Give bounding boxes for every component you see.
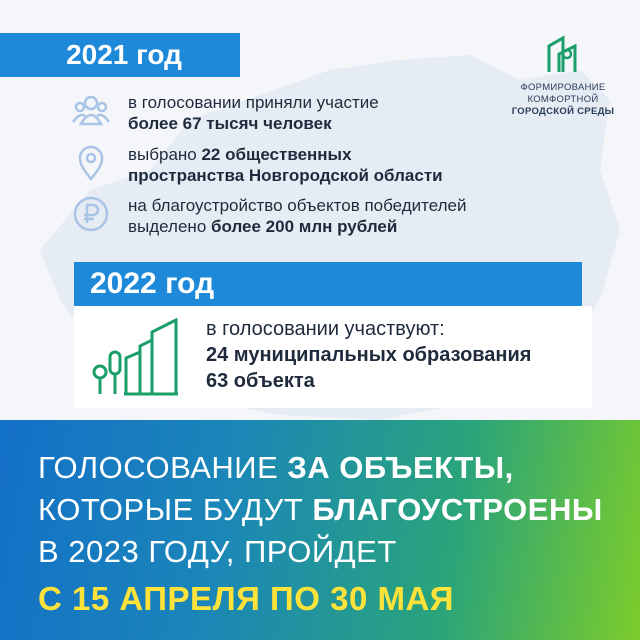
logo-line-1: ФОРМИРОВАНИЕ bbox=[520, 82, 606, 93]
buildings-trees-icon bbox=[90, 318, 180, 396]
fact-participants bbox=[72, 92, 379, 134]
year-2021-banner: 2021 год bbox=[0, 33, 240, 77]
fact-budget-line-1: на благоустройство объектов победителей bbox=[128, 196, 467, 215]
fact-spaces-bold-1: 22 общественных bbox=[201, 145, 352, 164]
fact-participants-line-2: более 67 тысяч человек bbox=[128, 114, 332, 133]
fact-spaces bbox=[72, 144, 443, 186]
card-line-1: в голосовании участвуют: bbox=[206, 318, 445, 340]
fact-spaces-bold-2: пространства Новгородской области bbox=[128, 166, 443, 185]
fact-participants-line-1: в голосовании приняли участие bbox=[128, 93, 379, 112]
voting-dates: С 15 АПРЕЛЯ ПО 30 МАЯ bbox=[38, 580, 455, 617]
bottom-line-3: В 2023 ГОДУ, ПРОЙДЕТ bbox=[38, 534, 397, 569]
fact-budget-plain-2: выделено bbox=[128, 217, 211, 236]
voting-2022-card bbox=[74, 306, 592, 408]
logo-line-3: ГОРОДСКОЙ СРЕДЫ bbox=[511, 106, 615, 117]
people-icon bbox=[72, 92, 110, 130]
bottom-line-1: ГОЛОСОВАНИЕ ЗА ОБЪЕКТЫ, bbox=[38, 450, 514, 485]
card-line-3: 63 объекта bbox=[206, 370, 315, 392]
fact-budget-bold: более 200 млн рублей bbox=[211, 217, 398, 236]
voting-dates-banner bbox=[0, 420, 640, 640]
fact-spaces-plain: выбрано bbox=[128, 145, 202, 164]
bottom-line-2: КОТОРЫЕ БУДУТ БЛАГОУСТРОЕНЫ bbox=[38, 492, 603, 527]
year-2022-banner: 2022 год bbox=[74, 262, 582, 306]
logo-line-2: КОМФОРТНОЙ bbox=[527, 94, 599, 105]
comfortable-city-logo-icon bbox=[545, 32, 581, 76]
card-line-2: 24 муниципальных образования bbox=[206, 344, 532, 366]
logo bbox=[508, 32, 618, 118]
fact-budget bbox=[72, 195, 467, 237]
location-pin-icon bbox=[72, 144, 110, 182]
ruble-icon bbox=[72, 195, 110, 233]
